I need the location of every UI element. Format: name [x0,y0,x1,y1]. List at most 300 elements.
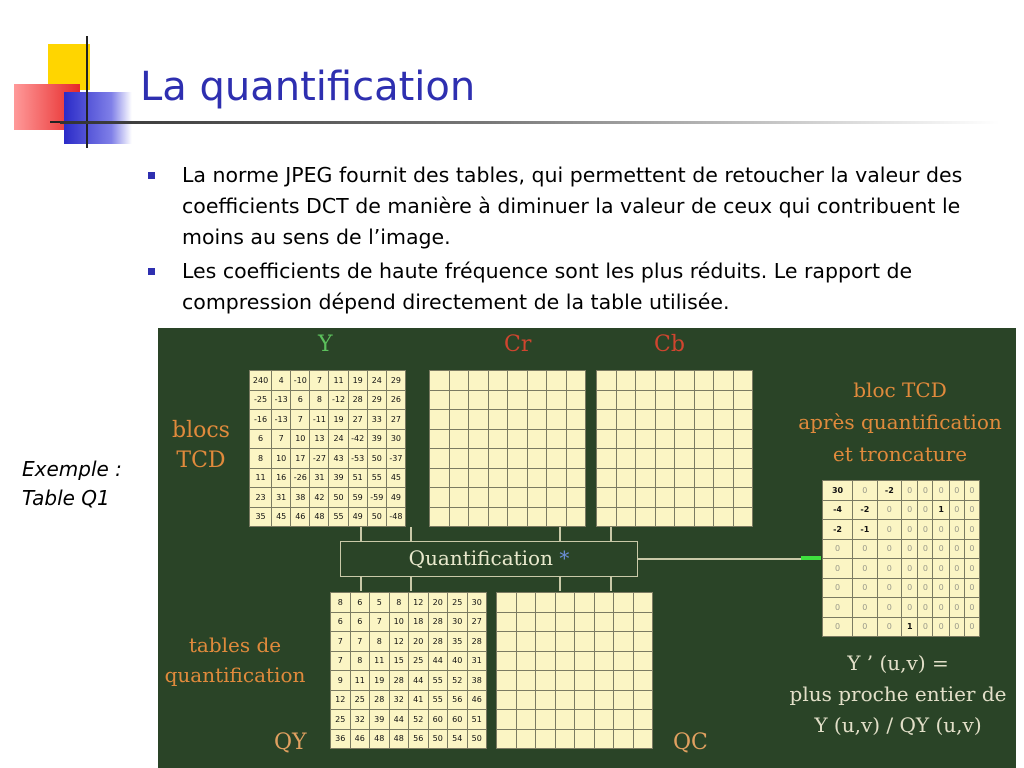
grid-cell [430,371,450,391]
quantification-box [340,541,638,577]
grid-cell: 30 [823,481,853,501]
connector-line [410,577,412,591]
grid-cell: 52 [409,710,429,730]
grid-cell [555,612,575,632]
grid-cell [575,710,595,730]
grid-cell [636,449,656,469]
grid-cell: 0 [933,559,949,579]
grid-cell: 44 [409,671,429,691]
grid-cell [597,507,617,527]
grid-cell: 54 [448,729,468,749]
grid-row [823,500,980,520]
grid-cell [516,729,536,749]
formula-text [778,648,1016,741]
grid-row [823,481,980,501]
grid-cell [508,468,528,488]
grid-row [597,507,753,527]
grid-cell [527,507,547,527]
grid-cell: 1 [902,617,918,637]
grid-cell: 6 [291,390,310,410]
grid-cell [488,507,508,527]
grid-cell: 55 [428,671,448,691]
grid-cell [597,449,617,469]
grid-cell [555,690,575,710]
grid-row [497,612,653,632]
grid-cell: 46 [467,690,487,710]
label-cr: Cr [504,332,532,357]
grid-cell: 35 [448,632,468,652]
grid-cell [575,690,595,710]
grid-cell: 55 [367,468,386,488]
grid-cell [536,690,556,710]
grid-cell [430,507,450,527]
dct-block-y [249,370,406,527]
grid-cell [566,507,586,527]
grid-cell: 5 [370,593,390,613]
grid-cell [614,710,634,730]
grid-cell: 46 [291,507,310,527]
grid-cell: 0 [964,578,979,598]
bullet-square-icon [148,172,155,179]
grid-cell: 8 [389,593,409,613]
grid-cell: 0 [877,578,902,598]
grid-cell [469,468,489,488]
grid-cell [597,468,617,488]
dct-block-cr [429,370,586,527]
grid-cell: 28 [467,632,487,652]
grid-cell [733,507,753,527]
grid-cell [497,671,517,691]
connector-line [559,527,561,541]
grid-cell [488,410,508,430]
grid-cell [616,371,636,391]
grid-cell: 0 [902,481,918,501]
grid-cell [597,390,617,410]
grid-cell [675,410,695,430]
grid-cell: -59 [367,488,386,508]
grid-cell [469,390,489,410]
grid-cell [449,488,469,508]
grid-cell: 60 [428,710,448,730]
grid-cell: 6 [350,612,370,632]
grid-cell: 28 [348,390,367,410]
grid-cell: -13 [272,390,291,410]
grid-cell [594,690,614,710]
grid-cell: 32 [350,710,370,730]
grid-cell: 31 [467,651,487,671]
grid-cell [694,468,714,488]
grid-cell [547,371,567,391]
grid-cell [594,593,614,613]
grid-cell: 0 [902,539,918,559]
grid-cell: -37 [386,449,405,469]
grid-cell [616,488,636,508]
grid-cell: 0 [918,520,933,540]
grid-cell [497,593,517,613]
grid-cell [547,488,567,508]
grid-cell [575,671,595,691]
grid-cell: 0 [823,617,853,637]
grid-cell: 26 [386,390,405,410]
grid-cell: 7 [370,612,390,632]
grid-row [250,429,406,449]
label-line: quantification [164,663,306,687]
bullet-text: La norme JPEG fournit des tables, qui permettent de retoucher la valeur des coefficients DCT de manière à diminuer la valeur de ceux qui contribuent le moins au sens de l’image. [182,163,963,249]
grid-cell [555,632,575,652]
grid-cell: 10 [389,612,409,632]
grid-row [823,578,980,598]
grid-cell: 12 [331,690,351,710]
grid-cell: 6 [350,593,370,613]
grid-cell [594,710,614,730]
grid-cell [575,612,595,632]
grid-cell [449,507,469,527]
grid-cell [555,729,575,749]
grid-cell: 8 [370,632,390,652]
grid-cell: 49 [386,488,405,508]
grid-cell [633,632,653,652]
grid-cell: 0 [933,598,949,618]
grid-cell [516,612,536,632]
grid-cell [469,371,489,391]
grid-cell: 0 [964,598,979,618]
grid-cell: 7 [291,410,310,430]
grid-cell: 25 [448,593,468,613]
grid-cell: 0 [902,520,918,540]
grid-cell [616,449,636,469]
grid-cell: 0 [918,539,933,559]
grid-row [597,390,753,410]
grid-cell [614,593,634,613]
grid-cell [508,371,528,391]
grid-cell: 39 [370,710,390,730]
connector-line [559,577,561,591]
grid-cell [675,468,695,488]
grid-cell: 11 [350,671,370,691]
grid-cell: -27 [310,449,329,469]
connector-line [610,577,612,591]
grid-cell: 13 [310,429,329,449]
logo-vertical-line [86,36,88,148]
grid-cell: 0 [933,617,949,637]
grid-cell [633,710,653,730]
connector-line [360,527,362,541]
grid-cell: 48 [389,729,409,749]
quantized-block [822,480,980,637]
grid-cell [430,468,450,488]
label-line: bloc TCD [853,378,947,402]
slide-title: La quantification [140,64,476,110]
grid-cell [449,468,469,488]
grid-cell: 0 [964,617,979,637]
example-caption [22,455,122,513]
grid-row [497,593,653,613]
grid-cell [733,410,753,430]
grid-cell: 28 [428,612,448,632]
grid-cell [633,671,653,691]
arrow-line [638,558,803,560]
grid-cell: 12 [409,593,429,613]
grid-cell: 45 [272,507,291,527]
grid-cell [555,651,575,671]
grid-row [497,710,653,730]
grid-cell: 0 [902,500,918,520]
grid-cell: 0 [949,578,964,598]
grid-cell [636,468,656,488]
grid-cell [516,651,536,671]
grid-cell: 17 [291,449,310,469]
grid-cell: 7 [310,371,329,391]
grid-cell [633,612,653,632]
formula-line: Y ’ (u,v) = [847,651,949,675]
grid-row [331,593,487,613]
grid-row [597,488,753,508]
grid-cell: 44 [389,710,409,730]
grid-cell: 0 [853,598,878,618]
grid-cell [694,488,714,508]
grid-cell [733,488,753,508]
quantization-table-qc [496,592,653,749]
grid-row [430,449,586,469]
grid-cell: 0 [949,559,964,579]
grid-cell [497,729,517,749]
grid-cell: 0 [949,539,964,559]
grid-cell: 25 [409,651,429,671]
grid-cell: 36 [331,729,351,749]
grid-cell: 51 [348,468,367,488]
grid-cell [516,593,536,613]
connector-line [410,527,412,541]
grid-cell [527,488,547,508]
label-line: et troncature [832,442,968,466]
grid-cell [555,593,575,613]
grid-cell: 0 [853,578,878,598]
grid-cell [714,390,734,410]
grid-cell [675,507,695,527]
grid-cell [547,449,567,469]
grid-cell [516,710,536,730]
bullet-item [148,160,1008,253]
grid-cell [497,710,517,730]
jpeg-quantization-figure [158,328,1016,768]
grid-cell [536,651,556,671]
grid-cell [527,371,547,391]
grid-row [497,651,653,671]
grid-cell: 0 [918,500,933,520]
grid-cell [449,449,469,469]
label-qy: QY [274,730,307,755]
label-cb: Cb [654,332,685,357]
connector-line [610,527,612,541]
grid-cell: 8 [250,449,272,469]
grid-row [250,507,406,527]
grid-cell [527,390,547,410]
grid-row [331,710,487,730]
title-underline [60,121,1000,124]
grid-cell: 8 [350,651,370,671]
grid-cell [566,390,586,410]
grid-row [497,729,653,749]
grid-cell: 11 [370,651,390,671]
grid-cell [694,371,714,391]
grid-cell: 0 [933,578,949,598]
grid-cell: 7 [331,632,351,652]
grid-row [331,729,487,749]
grid-cell: 0 [933,520,949,540]
grid-row [823,539,980,559]
grid-cell [575,593,595,613]
grid-cell [536,671,556,691]
grid-cell [449,410,469,430]
grid-cell: -2 [877,481,902,501]
grid-cell: 49 [348,507,367,527]
grid-cell: 27 [348,410,367,430]
grid-cell [508,390,528,410]
grid-cell: 39 [367,429,386,449]
grid-row [250,410,406,430]
grid-row [597,449,753,469]
grid-cell [547,410,567,430]
grid-cell [614,612,634,632]
grid-cell [675,390,695,410]
grid-cell [547,429,567,449]
grid-cell [508,410,528,430]
grid-cell [733,390,753,410]
grid-cell: 0 [918,559,933,579]
grid-cell: 0 [964,539,979,559]
grid-row [597,410,753,430]
grid-cell [430,488,450,508]
grid-cell: 11 [250,468,272,488]
grid-cell: 16 [272,468,291,488]
grid-cell [694,410,714,430]
grid-cell: 10 [291,429,310,449]
grid-cell: 7 [331,651,351,671]
bullet-list [148,160,1008,321]
grid-cell: 0 [823,559,853,579]
grid-cell: 0 [949,617,964,637]
grid-cell: 27 [467,612,487,632]
grid-cell [508,507,528,527]
connector-line [360,577,362,591]
grid-cell: 0 [918,578,933,598]
grid-row [430,390,586,410]
grid-cell [566,468,586,488]
caption-line: Exemple : [22,457,122,481]
grid-cell: 0 [933,539,949,559]
grid-cell [547,507,567,527]
grid-cell [488,371,508,391]
grid-cell: -10 [291,371,310,391]
grid-cell: 50 [367,507,386,527]
grid-cell: 10 [272,449,291,469]
grid-cell: 28 [389,671,409,691]
grid-cell: -2 [853,500,878,520]
grid-cell: 24 [367,371,386,391]
grid-cell [594,671,614,691]
grid-cell [614,729,634,749]
grid-cell [488,468,508,488]
grid-cell: 29 [367,390,386,410]
grid-row [331,612,487,632]
grid-cell: -42 [348,429,367,449]
grid-cell: 20 [428,593,448,613]
grid-cell: -11 [310,410,329,430]
grid-cell [566,488,586,508]
grid-cell: 25 [331,710,351,730]
grid-cell: 18 [409,612,429,632]
caption-line: Table Q1 [22,486,110,510]
grid-cell: 25 [350,690,370,710]
label-blocs-tcd [172,416,230,476]
grid-cell [555,671,575,691]
grid-cell [449,390,469,410]
grid-cell [527,429,547,449]
grid-cell [636,507,656,527]
quantification-star: * [559,546,570,570]
grid-cell [614,690,634,710]
grid-cell [714,410,734,430]
grid-cell [566,371,586,391]
grid-cell [714,429,734,449]
grid-cell [636,371,656,391]
grid-cell [733,468,753,488]
grid-cell [655,507,675,527]
grid-cell: 0 [949,520,964,540]
grid-cell: 28 [428,632,448,652]
grid-row [250,371,406,391]
grid-cell [536,612,556,632]
grid-cell [430,449,450,469]
grid-cell: -2 [823,520,853,540]
grid-cell [594,612,614,632]
grid-cell [714,468,734,488]
grid-cell: 7 [350,632,370,652]
grid-cell: 38 [467,671,487,691]
grid-cell: 8 [331,593,351,613]
grid-cell [633,690,653,710]
grid-cell [516,632,536,652]
grid-cell [527,410,547,430]
grid-row [331,651,487,671]
grid-cell [449,429,469,449]
grid-row [823,617,980,637]
grid-cell [575,729,595,749]
grid-row [597,429,753,449]
grid-cell: 0 [877,500,902,520]
grid-cell: 0 [877,598,902,618]
grid-cell: 48 [310,507,329,527]
grid-row [597,371,753,391]
bullet-square-icon [148,268,155,275]
grid-cell: 0 [877,539,902,559]
grid-cell: 0 [853,481,878,501]
grid-cell: 0 [877,520,902,540]
grid-cell: 0 [949,500,964,520]
label-line: TCD [176,448,226,473]
grid-cell [714,488,734,508]
grid-cell [675,371,695,391]
grid-cell [616,468,636,488]
grid-cell [614,651,634,671]
grid-cell [733,449,753,469]
grid-cell: 55 [329,507,348,527]
grid-cell [636,390,656,410]
grid-cell: 43 [329,449,348,469]
grid-cell: 52 [448,671,468,691]
grid-cell: 41 [409,690,429,710]
grid-cell: 0 [877,559,902,579]
